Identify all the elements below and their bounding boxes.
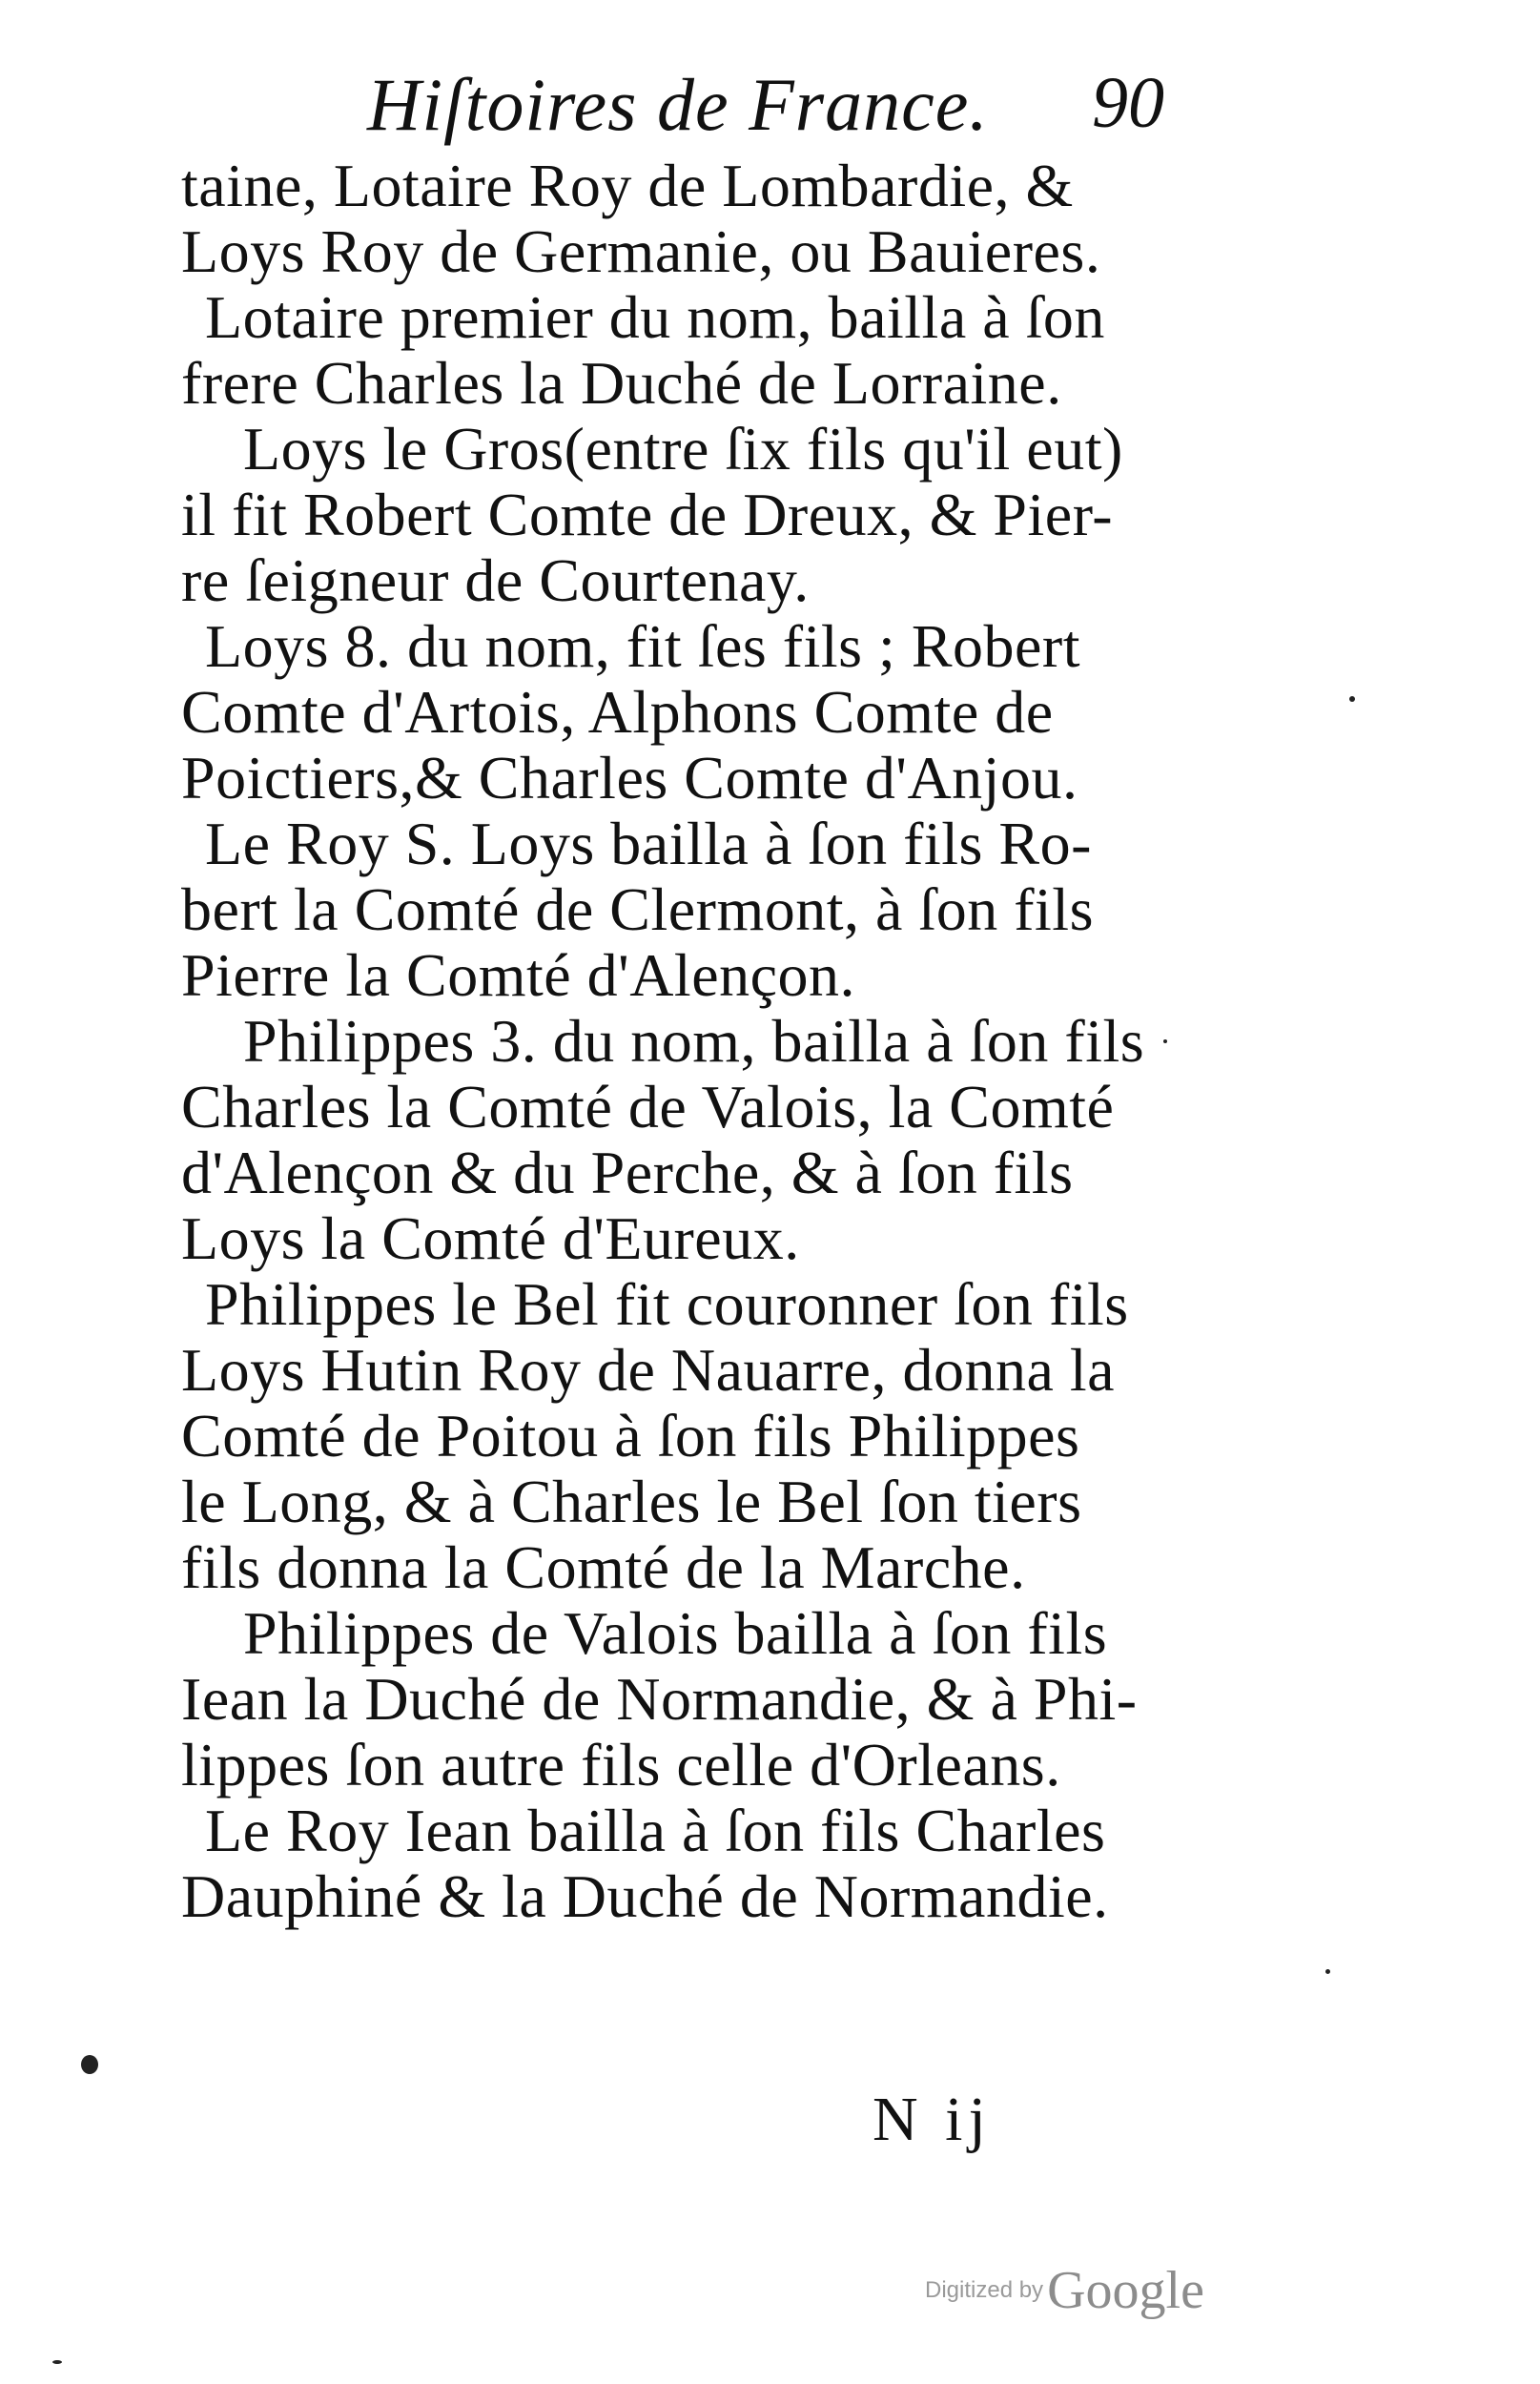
text-line: Dauphiné & la Duché de Normandie. <box>181 1862 1109 1930</box>
text-line: il fit Robert Comte de Dreux, & Pier- <box>181 481 1114 548</box>
text-line: Loys la Comté d'Eureux. <box>181 1204 800 1272</box>
text-line: Le Roy Iean bailla à ſon fils Charles <box>205 1797 1106 1864</box>
text-line: taine, Lotaire Roy de Lombardie, & <box>181 152 1074 219</box>
ink-speck <box>52 2360 62 2364</box>
text-line: le Long, & à Charles le Bel ſon tiers <box>181 1468 1082 1535</box>
text-line: Lotaire premier du nom, bailla à ſon <box>205 283 1105 351</box>
text-line: Pierre la Comté d'Alençon. <box>181 941 855 1009</box>
text-line: fils donna la Comté de la Marche. <box>181 1533 1026 1601</box>
text-line: Comte d'Artois, Alphons Comte de <box>181 678 1054 746</box>
digitized-watermark <box>925 2260 1204 2321</box>
text-line: Iean la Duché de Normandie, & à Phi- <box>181 1665 1138 1733</box>
running-title: Hiſtoires de France. <box>367 63 989 146</box>
text-line: Comté de Poitou à ſon fils Philippes <box>181 1402 1080 1469</box>
ink-speck <box>1163 1039 1167 1043</box>
body-text <box>181 153 1211 1929</box>
text-line: Charles la Comté de Valois, la Comté <box>181 1073 1115 1141</box>
digitized-prefix: Digitized by <box>925 2277 1044 2303</box>
ink-speck <box>1349 696 1355 702</box>
text-line: Loys Hutin Roy de Nauarre, donna la <box>181 1336 1116 1404</box>
page-header <box>0 52 1540 157</box>
page-number: 90 <box>1092 63 1164 143</box>
text-line: re ſeigneur de Courtenay. <box>181 546 810 614</box>
text-line: Loys Roy de Germanie, ou Bauieres. <box>181 217 1101 285</box>
text-line: Poictiers,& Charles Comte d'Anjou. <box>181 744 1078 812</box>
signature-mark: N ij <box>873 2085 992 2154</box>
text-line: Philippes le Bel fit couronner ſon fils <box>205 1270 1129 1338</box>
text-line: Loys 8. du nom, fit ſes fils ; Robert <box>205 612 1080 680</box>
text-line: d'Alençon & du Perche, & à ſon fils <box>181 1139 1074 1206</box>
text-line: Philippes 3. du nom, bailla à ſon fils <box>243 1007 1145 1075</box>
ink-speck <box>1325 1969 1330 1974</box>
text-line: frere Charles la Duché de Lorraine. <box>181 349 1062 417</box>
digitized-brand: Google <box>1047 2261 1204 2320</box>
text-line: Loys le Gros(entre ſix fils qu'il eut) <box>243 415 1123 483</box>
ink-speck <box>81 2055 98 2074</box>
text-line: bert la Comté de Clermont, à ſon fils <box>181 875 1094 943</box>
text-line: Philippes de Valois bailla à ſon fils <box>243 1599 1108 1667</box>
text-line: lippes ſon autre fils celle d'Orleans. <box>181 1731 1061 1798</box>
text-line: Le Roy S. Loys bailla à ſon fils Ro- <box>205 810 1092 877</box>
